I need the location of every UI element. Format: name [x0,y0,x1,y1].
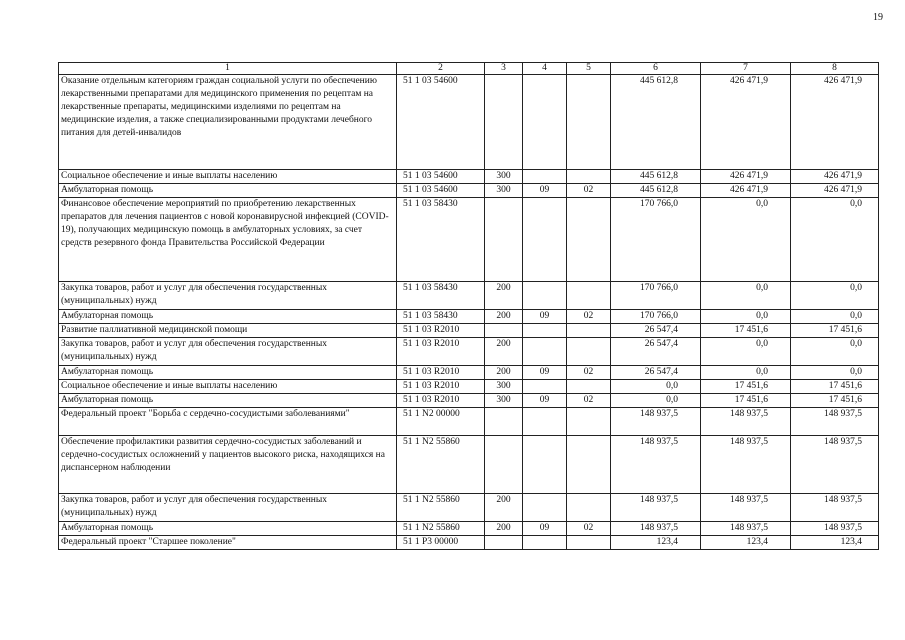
section [523,408,567,436]
amount-col8: 17 451,6 [791,324,879,338]
expense-type: 200 [485,338,523,366]
amount-col7: 17 451,6 [701,324,791,338]
amount-col6: 26 547,4 [611,338,701,366]
header-row [59,63,879,75]
target-code: 51 1 03 54600 [397,75,485,170]
table-row [59,170,879,184]
expense-type: 300 [485,184,523,198]
row-name: Амбулаторная помощь [59,184,397,198]
table-row [59,494,879,522]
amount-col8: 0,0 [791,310,879,324]
amount-col6: 148 937,5 [611,436,701,494]
target-code: 51 1 03 R2010 [397,366,485,380]
section: 09 [523,394,567,408]
table-row [59,380,879,394]
row-name: Федеральный проект "Борьба с сердечно-сосудистыми заболеваниями" [59,408,397,436]
header-cell: 7 [701,63,791,75]
target-code: 51 1 03 54600 [397,184,485,198]
target-code: 51 1 N2 00000 [397,408,485,436]
amount-col8: 426 471,9 [791,184,879,198]
amount-col7: 148 937,5 [701,436,791,494]
amount-col6: 170 766,0 [611,310,701,324]
header-cell: 8 [791,63,879,75]
amount-col7: 0,0 [701,282,791,310]
amount-col8: 426 471,9 [791,75,879,170]
subsection [567,170,611,184]
subsection [567,324,611,338]
target-code: 51 1 03 R2010 [397,324,485,338]
amount-col7: 426 471,9 [701,75,791,170]
row-name: Федеральный проект "Старшее поколение" [59,536,397,550]
amount-col7: 17 451,6 [701,380,791,394]
amount-col6: 445 612,8 [611,170,701,184]
amount-col7: 148 937,5 [701,494,791,522]
amount-col8: 0,0 [791,366,879,380]
section [523,380,567,394]
amount-col8: 123,4 [791,536,879,550]
table-row [59,282,879,310]
expense-type: 200 [485,282,523,310]
section [523,170,567,184]
row-name: Социальное обеспечение и иные выплаты населению [59,170,397,184]
amount-col7: 123,4 [701,536,791,550]
amount-col7: 0,0 [701,198,791,282]
header-cell: 3 [485,63,523,75]
row-name: Амбулаторная помощь [59,394,397,408]
subsection [567,198,611,282]
section [523,338,567,366]
header-cell: 5 [567,63,611,75]
expense-type: 300 [485,394,523,408]
target-code: 51 1 P3 00000 [397,536,485,550]
expense-type: 200 [485,366,523,380]
amount-col6: 26 547,4 [611,366,701,380]
table-row [59,436,879,494]
subsection: 02 [567,184,611,198]
amount-col6: 170 766,0 [611,282,701,310]
expense-type: 200 [485,310,523,324]
row-name: Амбулаторная помощь [59,522,397,536]
table-row [59,338,879,366]
amount-col8: 17 451,6 [791,394,879,408]
header-cell: 2 [397,63,485,75]
expense-type [485,75,523,170]
amount-col7: 148 937,5 [701,408,791,436]
section [523,324,567,338]
table-row [59,408,879,436]
section [523,536,567,550]
table-row [59,366,879,380]
amount-col8: 17 451,6 [791,380,879,394]
expense-type: 200 [485,494,523,522]
table-row [59,536,879,550]
expense-type: 200 [485,522,523,536]
target-code: 51 1 03 58430 [397,282,485,310]
header-cell: 6 [611,63,701,75]
expense-type [485,536,523,550]
subsection: 02 [567,394,611,408]
amount-col7: 0,0 [701,310,791,324]
expense-type: 300 [485,170,523,184]
section [523,436,567,494]
subsection [567,536,611,550]
target-code: 51 1 N2 55860 [397,436,485,494]
target-code: 51 1 N2 55860 [397,522,485,536]
row-name: Обеспечение профилактики развития сердечно-сосудистых заболеваний и сердечно-сосудистых осложнений у пациентов высокого риска, находящихся на диспансерном наблюдении [59,436,397,494]
expense-type [485,436,523,494]
subsection [567,380,611,394]
subsection [567,494,611,522]
target-code: 51 1 03 58430 [397,310,485,324]
subsection: 02 [567,522,611,536]
section: 09 [523,522,567,536]
row-name: Развитие паллиативной медицинской помощи [59,324,397,338]
amount-col7: 0,0 [701,338,791,366]
amount-col8: 148 937,5 [791,522,879,536]
amount-col6: 148 937,5 [611,522,701,536]
subsection [567,408,611,436]
header-cell: 1 [59,63,397,75]
target-code: 51 1 N2 55860 [397,494,485,522]
expense-type: 300 [485,380,523,394]
subsection: 02 [567,310,611,324]
budget-table [58,62,879,550]
amount-col6: 0,0 [611,394,701,408]
expense-type [485,324,523,338]
amount-col8: 148 937,5 [791,408,879,436]
section: 09 [523,366,567,380]
expense-type [485,408,523,436]
subsection [567,338,611,366]
table-row [59,184,879,198]
amount-col8: 0,0 [791,282,879,310]
row-name: Закупка товаров, работ и услуг для обеспечения государственных (муниципальных) нужд [59,282,397,310]
page-number: 19 [873,12,883,23]
amount-col8: 0,0 [791,198,879,282]
amount-col8: 426 471,9 [791,170,879,184]
amount-col6: 445 612,8 [611,75,701,170]
amount-col6: 170 766,0 [611,198,701,282]
amount-col7: 148 937,5 [701,522,791,536]
section [523,198,567,282]
amount-col6: 123,4 [611,536,701,550]
amount-col7: 426 471,9 [701,184,791,198]
amount-col7: 426 471,9 [701,170,791,184]
target-code: 51 1 03 58430 [397,198,485,282]
row-name: Социальное обеспечение и иные выплаты населению [59,380,397,394]
amount-col6: 148 937,5 [611,408,701,436]
section: 09 [523,310,567,324]
target-code: 51 1 03 54600 [397,170,485,184]
section [523,494,567,522]
subsection [567,282,611,310]
header-cell: 4 [523,63,567,75]
row-name: Оказание отдельным категориям граждан социальной услуги по обеспечению лекарственными препаратами для медицинского применения по рецептам на лекарственные препараты, медицинскими изделиями по рецептам на медицинские изделия, а также специализированными продуктами лечебного питания для детей-инвалидов [59,75,397,170]
amount-col7: 17 451,6 [701,394,791,408]
table-row [59,198,879,282]
target-code: 51 1 03 R2010 [397,380,485,394]
section [523,75,567,170]
row-name: Финансовое обеспечение мероприятий по приобретению лекарственных препаратов для лечения пациентов с новой коронавирусной инфекцией (COVID-19), получающих медицинскую помощь в амбулаторных условиях, за счет средств резервного фонда Правительства Российской Федерации [59,198,397,282]
table-row [59,75,879,170]
amount-col6: 26 547,4 [611,324,701,338]
section: 09 [523,184,567,198]
subsection [567,75,611,170]
row-name: Закупка товаров, работ и услуг для обеспечения государственных (муниципальных) нужд [59,338,397,366]
amount-col6: 148 937,5 [611,494,701,522]
amount-col7: 0,0 [701,366,791,380]
table-row [59,522,879,536]
target-code: 51 1 03 R2010 [397,394,485,408]
amount-col8: 0,0 [791,338,879,366]
table-row [59,324,879,338]
subsection [567,436,611,494]
table-row [59,394,879,408]
section [523,282,567,310]
amount-col8: 148 937,5 [791,494,879,522]
target-code: 51 1 03 R2010 [397,338,485,366]
row-name: Амбулаторная помощь [59,366,397,380]
amount-col8: 148 937,5 [791,436,879,494]
amount-col6: 445 612,8 [611,184,701,198]
table-row [59,310,879,324]
amount-col6: 0,0 [611,380,701,394]
row-name: Закупка товаров, работ и услуг для обеспечения государственных (муниципальных) нужд [59,494,397,522]
subsection: 02 [567,366,611,380]
expense-type [485,198,523,282]
row-name: Амбулаторная помощь [59,310,397,324]
